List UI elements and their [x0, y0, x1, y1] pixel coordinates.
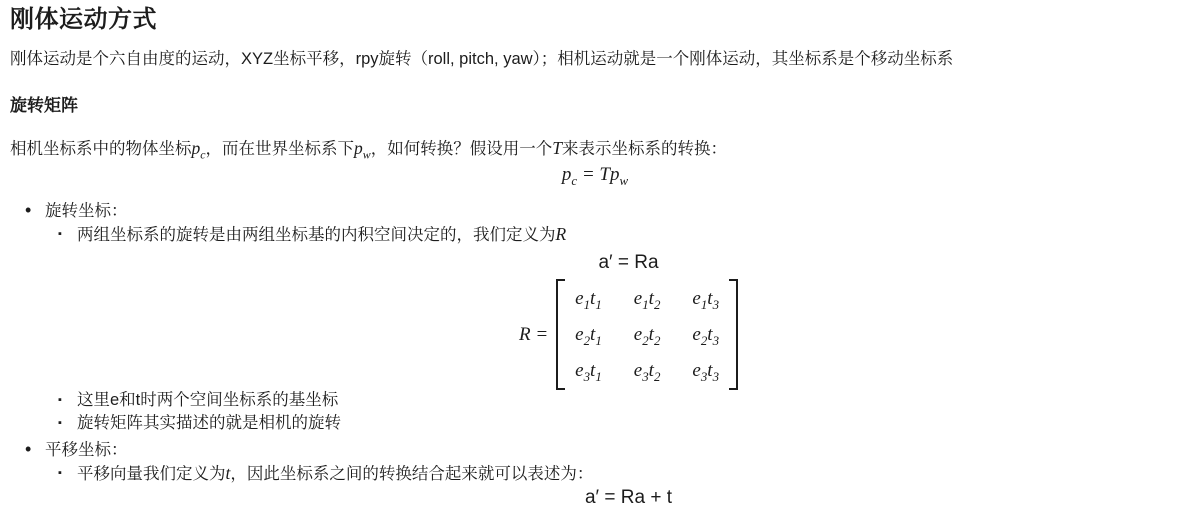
list-item-text: 这里e和t时两个空间坐标系的基坐标	[77, 390, 339, 409]
matrix-block	[10, 279, 1180, 390]
list-item-label: 平移坐标：	[45, 440, 128, 459]
intro-paragraph: 刚体运动是个六自由度的运动，XYZ坐标平移，rpy旋转（roll, pitch, yaw）；相机运动就是一个刚体运动，其坐标系是个移动坐标系	[10, 49, 954, 68]
matrix-lhs: R =	[518, 323, 549, 345]
list-item-translation	[10, 440, 1180, 461]
list-item-translation-definition	[10, 463, 1180, 485]
matrix-grid	[565, 279, 729, 390]
lead-paragraph: 相机坐标系中的物体坐标$p_c$，而在世界坐标系下$p_w$，如何转换？假设用一个T来表示坐标系的转换：	[10, 137, 727, 162]
list-item-text: 两组坐标系的旋转是由两组坐标基的内积空间决定的，我们定义为R	[77, 223, 567, 244]
list-item-rotation-note	[10, 413, 1180, 434]
square-bullet-icon: ▪	[58, 227, 62, 240]
square-bullet-icon: ▪	[58, 393, 62, 406]
list-item-text: 旋转矩阵其实描述的就是相机的旋转	[77, 413, 341, 432]
list-item-rotation-definition	[10, 224, 1180, 246]
formula-block-a-equals-ra	[10, 250, 1180, 275]
rotation-matrix	[519, 279, 738, 390]
matrix-cell: $e_3t_2$	[633, 359, 661, 384]
page-title: 刚体运动方式	[10, 6, 157, 33]
inline-math: $p_w$	[354, 137, 371, 162]
list-item-text: 平移向量我们定义为t，因此坐标系之间的转换结合起来就可以表述为：	[77, 462, 594, 483]
matrix-cell: $e_1t_2$	[633, 287, 661, 312]
bullet-list	[10, 201, 1180, 510]
formula-a-equals-ra-plus-t: a′ = Ra + t	[584, 486, 672, 508]
formula-a-equals-ra: a′ = Ra	[598, 251, 659, 273]
matrix-cell: $e_2t_1$	[575, 323, 602, 348]
matrix-cell: $e_2t_2$	[633, 323, 661, 348]
bullet-icon: •	[25, 438, 32, 459]
inline-math: R	[555, 223, 567, 244]
formula-block-a-equals-ra-plus-t	[10, 485, 1180, 510]
matrix-cell: $e_2t_3$	[692, 323, 720, 348]
section-heading: 旋转矩阵	[10, 95, 78, 115]
matrix-cell: $e_3t_1$	[575, 359, 602, 384]
list-item-label: 旋转坐标：	[45, 201, 128, 220]
matrix-cell: $e_1t_3$	[692, 287, 720, 312]
inline-math: $p_c$	[191, 137, 206, 162]
list-item-basis-note	[10, 390, 1180, 411]
square-bullet-icon: ▪	[58, 416, 62, 429]
formula-pc-equals-tpw: $p_c = Tp_w$	[561, 163, 629, 188]
rotation-matrix-equation	[77, 279, 1180, 390]
right-bracket	[729, 279, 738, 390]
matrix-cell: $e_1t_1$	[575, 287, 602, 312]
matrix-cell: $e_3t_3$	[692, 359, 720, 384]
bullet-icon: •	[25, 199, 32, 220]
inline-math: T	[552, 137, 562, 158]
square-bullet-icon: ▪	[58, 466, 62, 479]
left-bracket	[556, 279, 565, 390]
list-item-rotation	[10, 201, 1180, 222]
inline-math: t	[225, 462, 231, 483]
